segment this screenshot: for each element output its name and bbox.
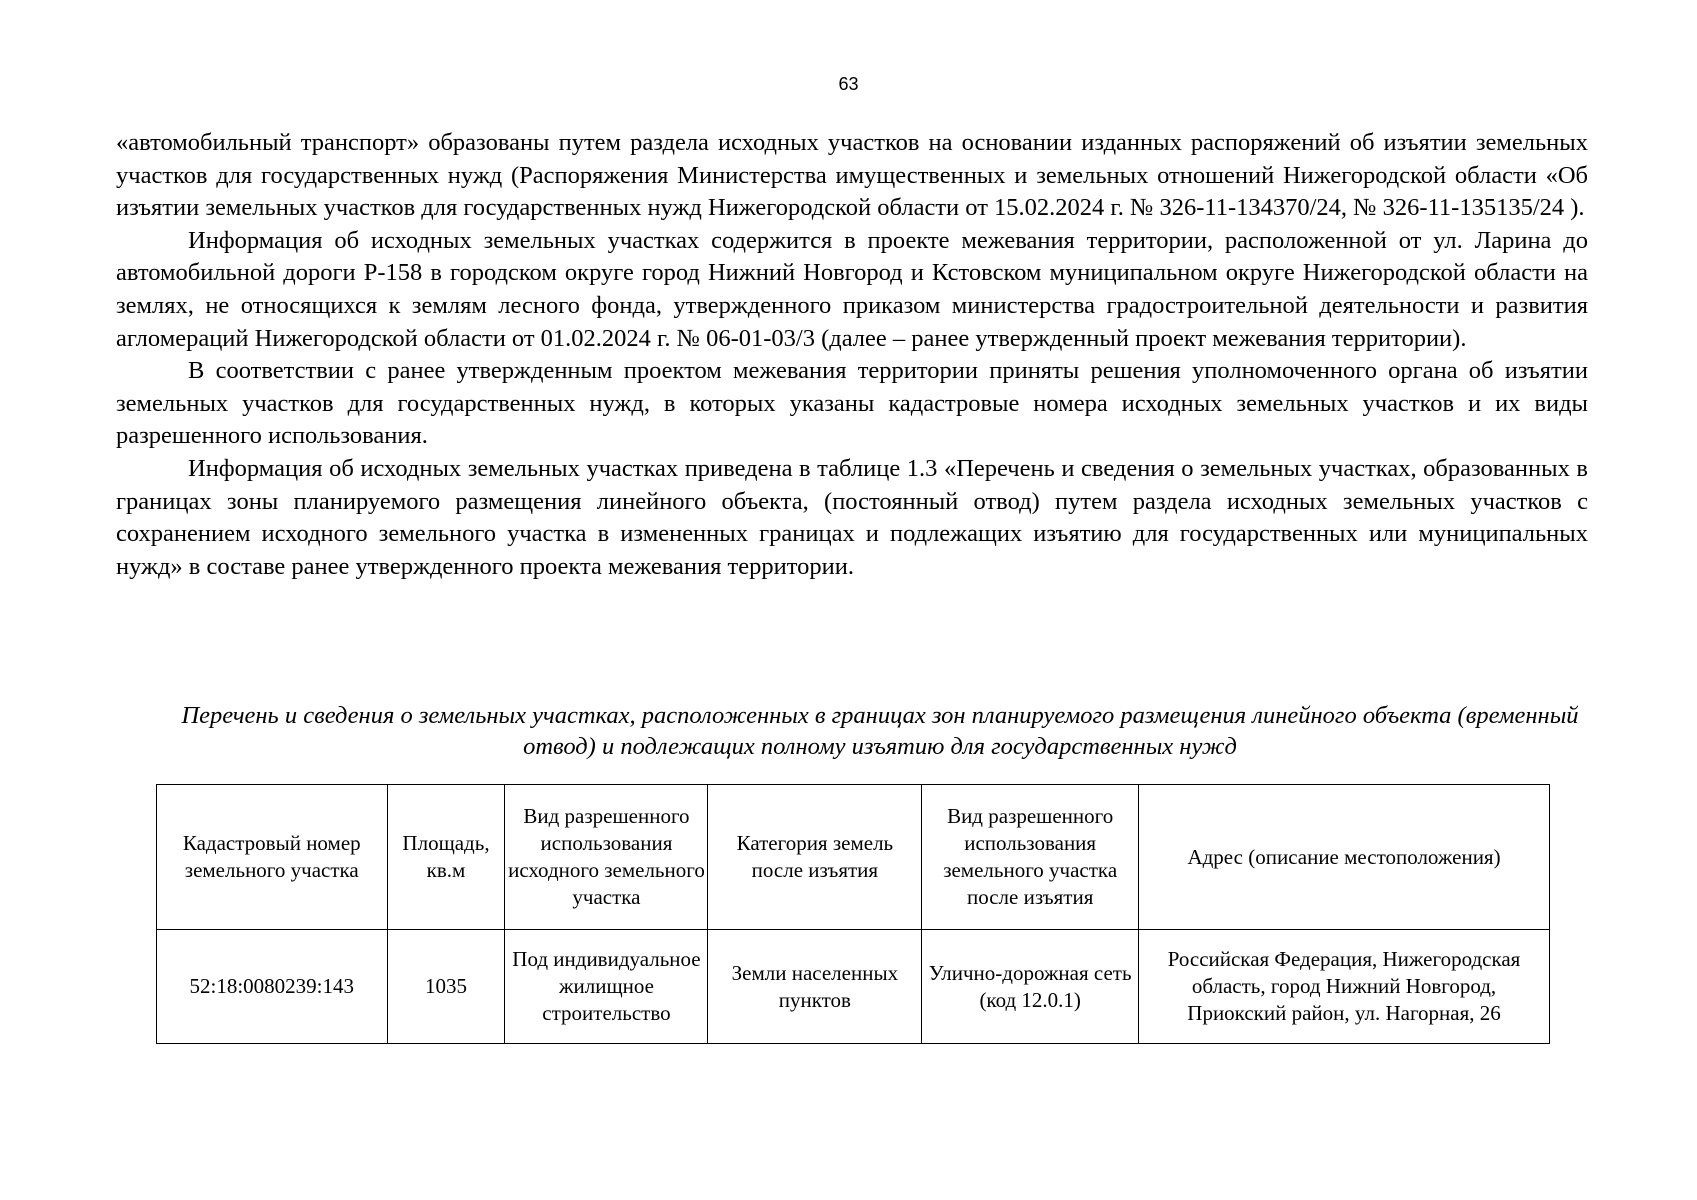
paragraph-2: Информация об исходных земельных участках содержится в проекте межевания территории, расположенной от ул. Ларина до автомобильной дороги Р-158 в городском округе город Нижний Новгород и Кстовском муниципальном округе Нижегородской области на землях, не относящихся к землям лесного фонда, утвержденного приказом министерства градостроительной деятельности и развития агломераций Нижегородской области от 01.02.2024 г. № 06-01-03/3 (далее – ранее утвержденный проект межевания территории). [116,226,1588,352]
page-number: 63 [838,74,859,94]
cell-address: Российская Федерация, Нижегородская область, город Нижний Новгород, Приокский район, ул. Нагорная, 26 [1139,930,1550,1044]
paragraph-4: Информация об исходных земельных участках приведена в таблице 1.3 «Перечень и сведения о земельных участках, образованных в границах зоны планируемого размещения линейного объекта, (постоянный отвод) путем раздела исходных земельных участков с сохранением исходного земельного участка в измененных границах и подлежащих изъятию для государственных или муниципальных нужд» в составе ранее утвержденного проекта межевания территории. [116,454,1588,580]
header-use-type-after: Вид разрешенного использования земельного участка после изъятия [922,785,1139,930]
body-text [116,127,1588,583]
table-row [157,930,1550,1044]
header-cadastral-number: Кадастровый номер земельного участка [157,785,388,930]
cell-use-type-after: Улично-дорожная сеть (код 12.0.1) [922,930,1139,1044]
header-address: Адрес (описание местоположения) [1139,785,1550,930]
parcels-table [156,784,1550,1044]
header-use-type-source: Вид разрешенного использования исходного земельного участка [505,785,708,930]
paragraph-3: В соответствии с ранее утвержденным проектом межевания территории приняты решения уполномоченного органа об изъятии земельных участков для государственных нужд, в которых указаны кадастровые номера исходных земельных участков и их виды разрешенного использования. [116,357,1588,450]
table-caption: Перечень и сведения о земельных участках, расположенных в границах зон планируемого размещения линейного объекта (временный отвод) и подлежащих полному изъятию для государственных нужд [181,702,1579,760]
header-land-category: Категория земель после изъятия [708,785,922,930]
paragraph-1: «автомобильный транспорт» образованы путем раздела исходных участков на основании изданных распоряжений об изъятии земельных участков для государственных нужд (Распоряжения Министерства имущественных и земельных отношений Нижегородской области «Об изъятии земельных участков для государственных нужд Нижегородской области от 15.02.2024 г. № 326-11-134370/24, № 326-11-135135/24 ). [116,129,1588,222]
cell-land-category: Земли населенных пунктов [708,930,922,1044]
table-header-row [157,785,1550,930]
cell-cadastral-number: 52:18:0080239:143 [157,930,388,1044]
cell-area: 1035 [387,930,505,1044]
cell-use-type-source: Под индивидуальное жилищное строительство [505,930,708,1044]
header-area: Площадь, кв.м [387,785,505,930]
